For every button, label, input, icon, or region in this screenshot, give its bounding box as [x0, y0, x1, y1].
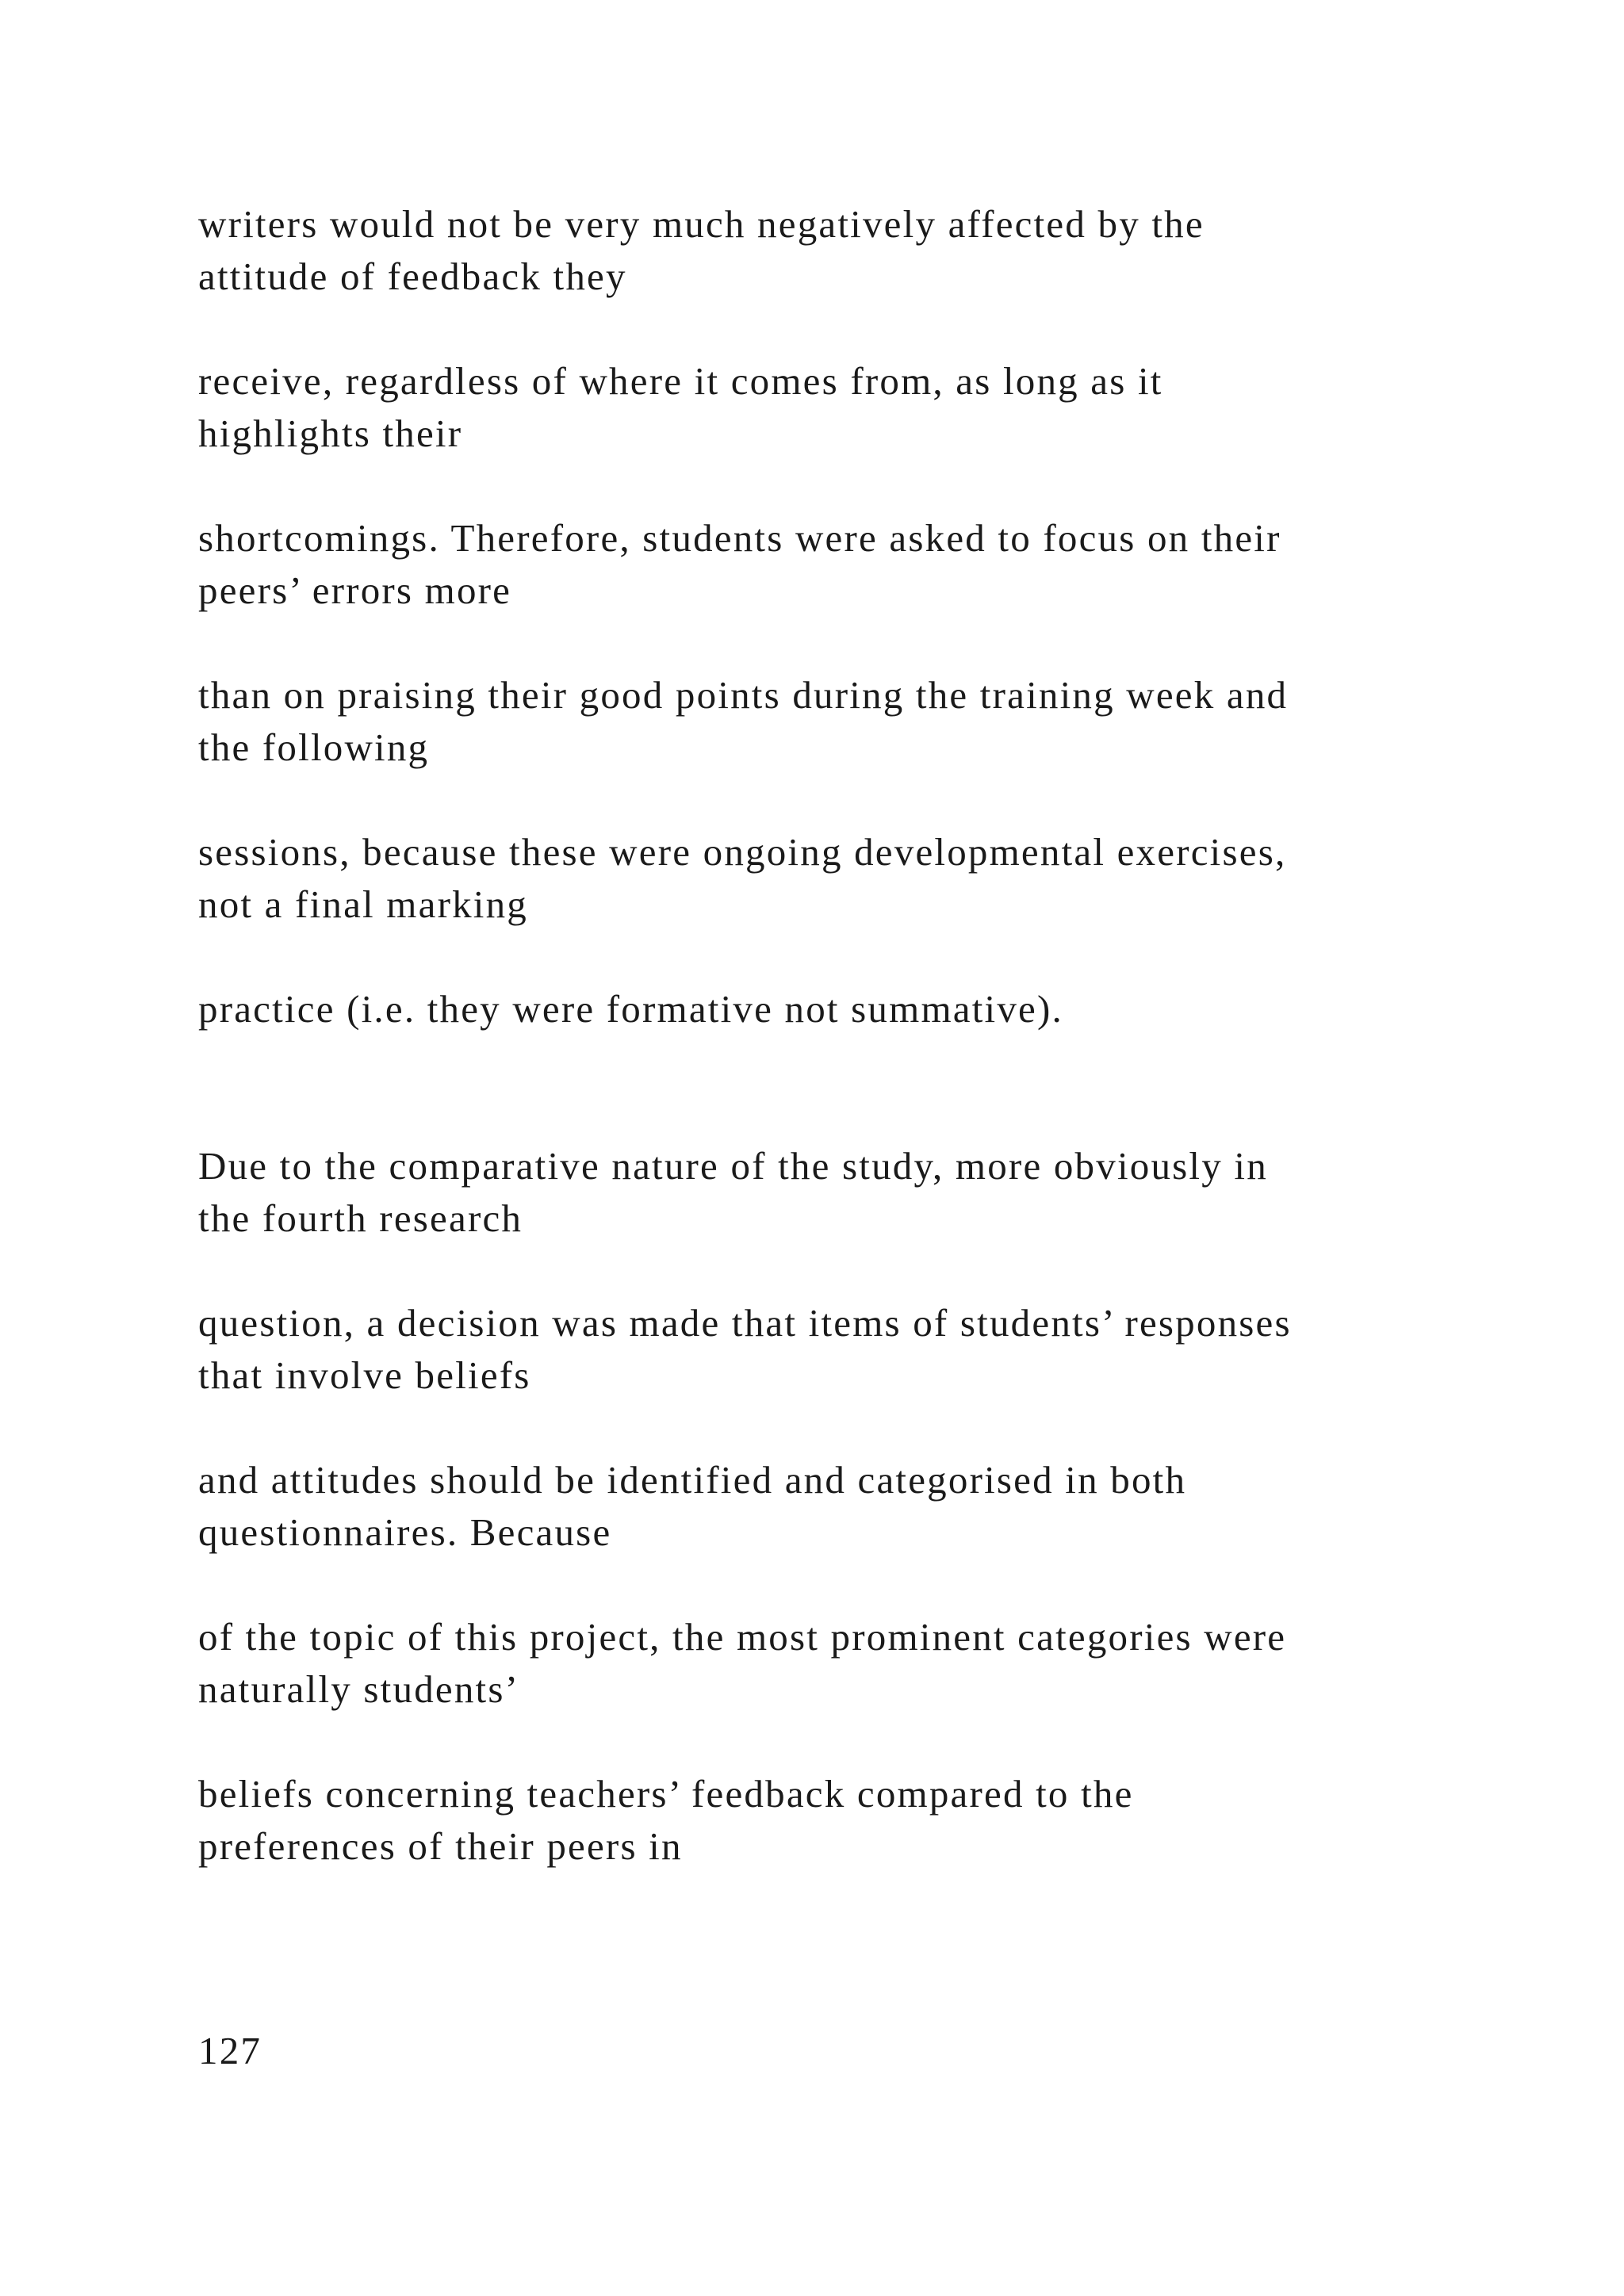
page-number: 127 — [198, 2029, 262, 2072]
paragraph-5 — [198, 826, 1507, 931]
text-line: shortcomings. Therefore, students were asked to focus on their — [198, 516, 1281, 560]
text-line: than on praising their good points during the training week and — [198, 673, 1289, 717]
paragraph-3 — [198, 512, 1507, 617]
text-line: the following — [198, 725, 430, 769]
paragraph-11 — [198, 1768, 1507, 1873]
paragraph-10 — [198, 1611, 1507, 1716]
text-line: preferences of their peers in — [198, 1824, 683, 1868]
text-line: that involve beliefs — [198, 1353, 531, 1397]
paragraph-1 — [198, 198, 1507, 303]
paragraph-4 — [198, 669, 1507, 774]
paragraph-9 — [198, 1454, 1507, 1559]
text-line: peers’ errors more — [198, 568, 512, 612]
text-line: of the topic of this project, the most prominent categories were — [198, 1615, 1287, 1659]
text-line: Due to the comparative nature of the study, more obviously in — [198, 1144, 1268, 1188]
text-line: practice (i.e. they were formative not summative). — [198, 987, 1063, 1031]
text-line: beliefs concerning teachers’ feedback compared to the — [198, 1772, 1134, 1816]
text-line: the fourth research — [198, 1196, 523, 1240]
paragraph-8 — [198, 1297, 1507, 1402]
text-line: and attitudes should be identified and categorised in both — [198, 1458, 1187, 1502]
text-line: question, a decision was made that items of students’ responses — [198, 1301, 1292, 1345]
text-line: not a final marking — [198, 882, 528, 926]
text-line: questionnaires. Because — [198, 1510, 612, 1554]
paragraph-2 — [198, 355, 1507, 460]
text-line: receive, regardless of where it comes from, as long as it — [198, 359, 1163, 403]
paragraph-7 — [198, 1140, 1507, 1245]
text-line: writers would not be very much negatively affected by the — [198, 202, 1205, 246]
paragraph-6 — [198, 983, 1507, 1035]
text-line: naturally students’ — [198, 1667, 520, 1711]
text-line: attitude of feedback they — [198, 254, 627, 298]
text-line: sessions, because these were ongoing developmental exercises, — [198, 830, 1287, 874]
text-line: highlights their — [198, 411, 463, 455]
